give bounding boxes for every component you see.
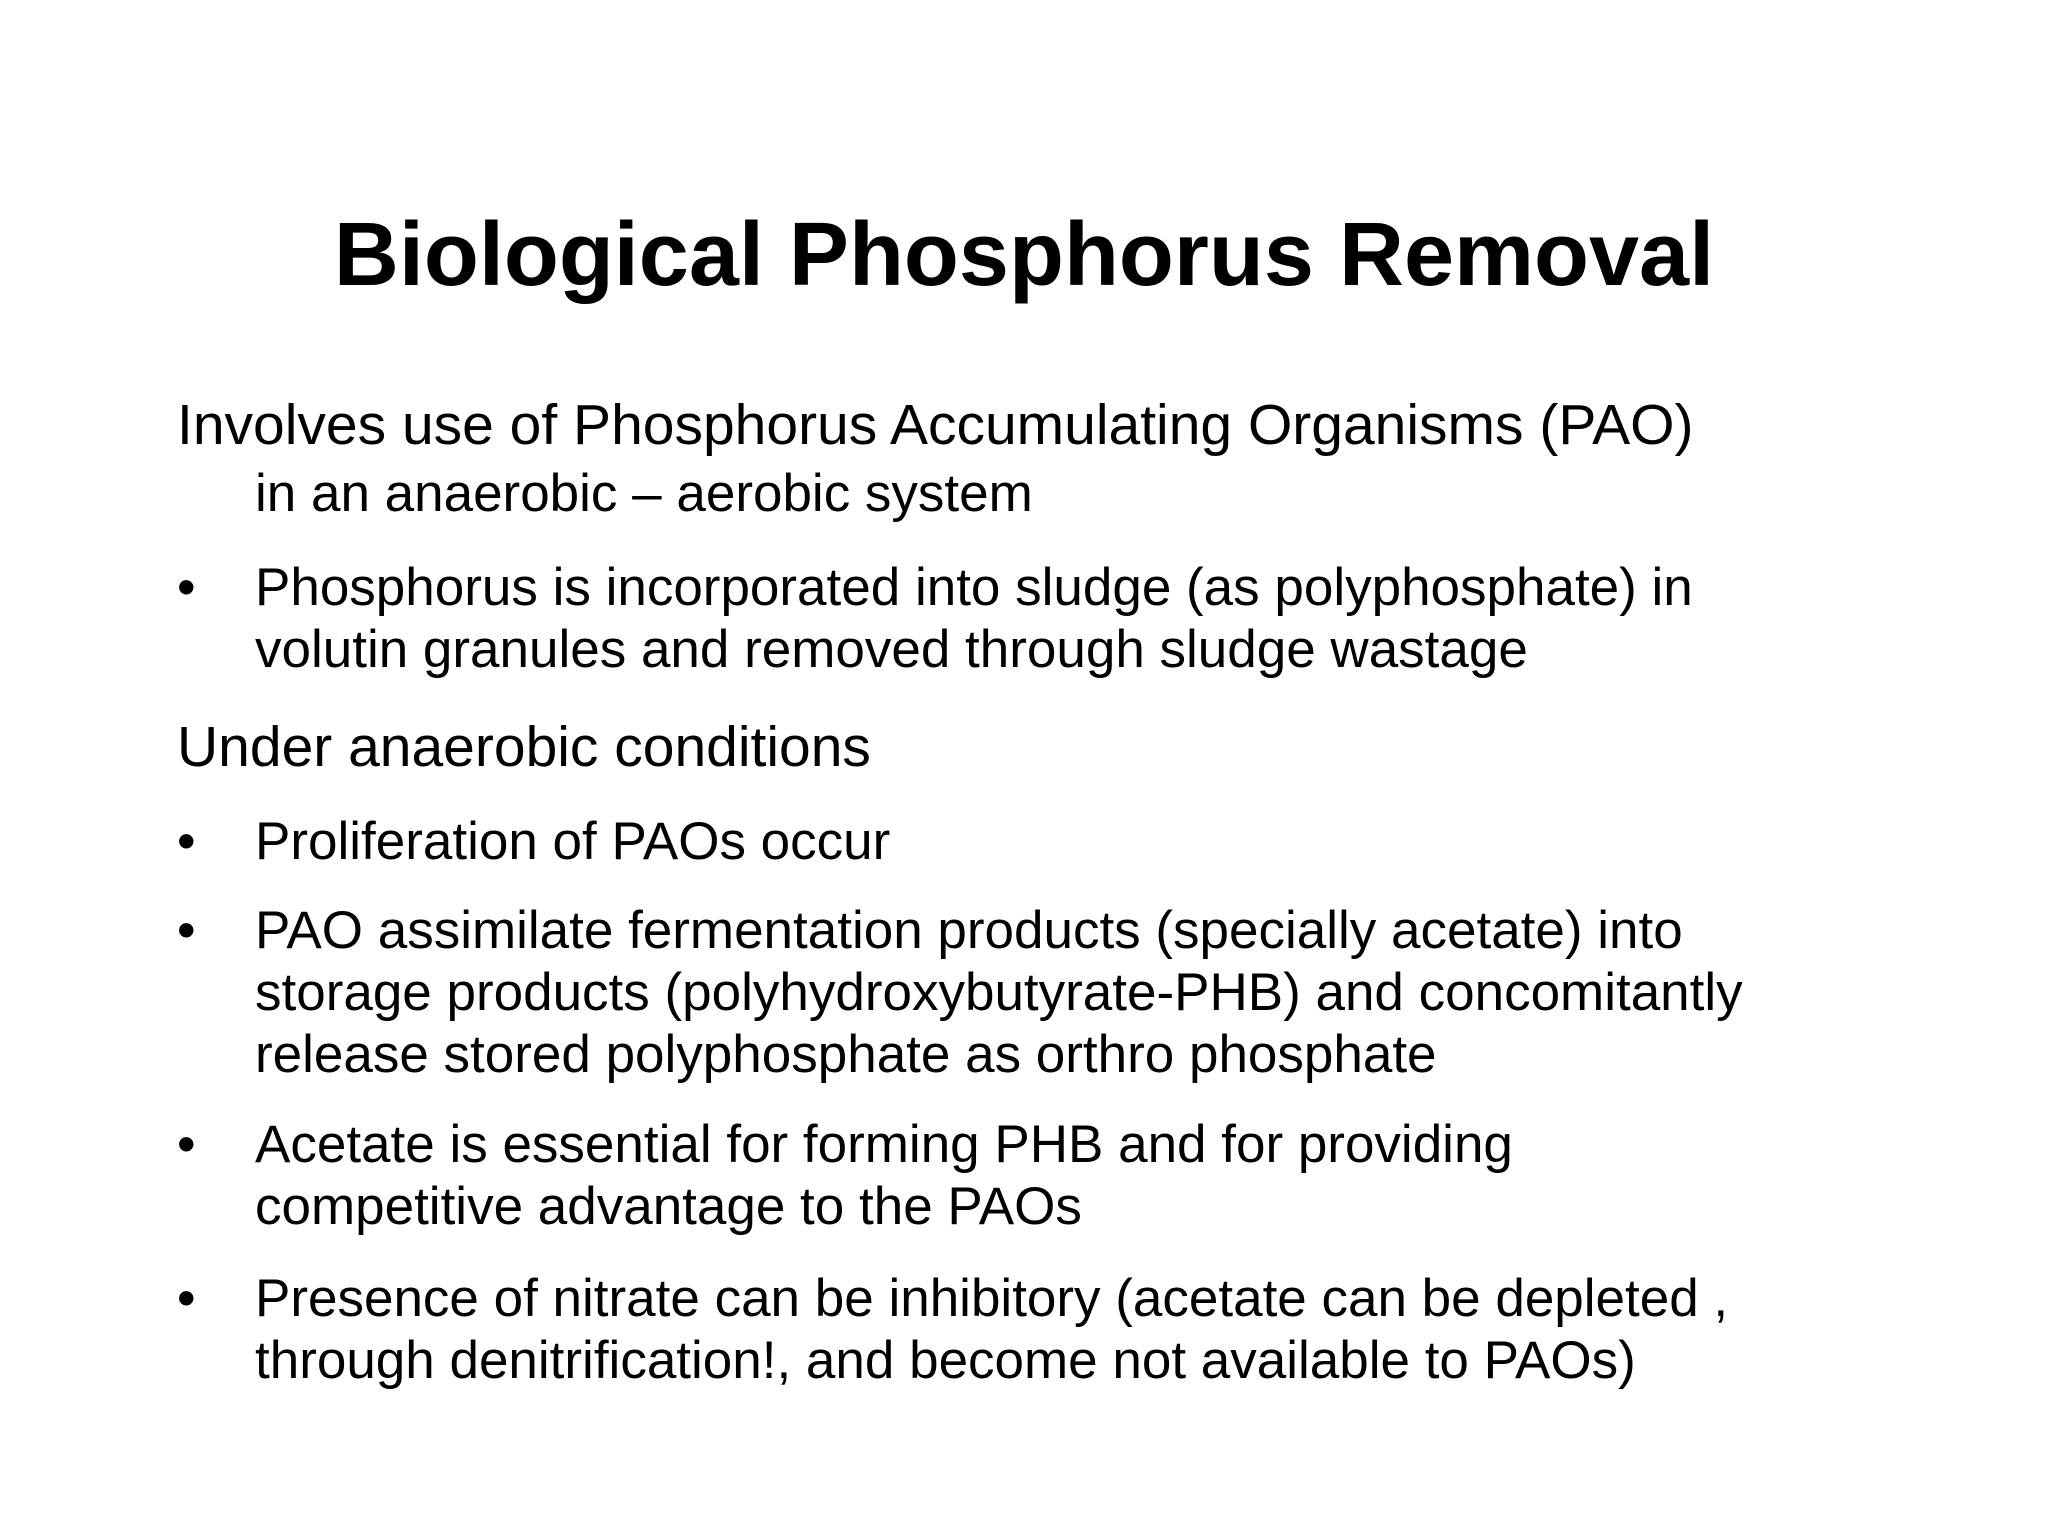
bullet-line: Phosphorus is incorporated into sludge (as polyphosphate) in — [255, 558, 1693, 617]
bullet-icon: • — [177, 901, 196, 960]
bullet-line: PAO assimilate fermentation products (specially acetate) into — [255, 901, 1683, 960]
bullet-line: Proliferation of PAOs occur — [255, 812, 891, 871]
bullet-line: volutin granules and removed through sludge wastage — [255, 620, 1528, 679]
bullet-icon: • — [177, 558, 196, 617]
bullet-line: release stored polyphosphate as orthro phosphate — [255, 1025, 1437, 1084]
paragraph-line: Involves use of Phosphorus Accumulating Organisms (PAO) — [177, 393, 1694, 457]
bullet-icon: • — [177, 1115, 196, 1174]
bullet-line: competitive advantage to the PAOs — [255, 1177, 1082, 1236]
bullet-line: through denitrification!, and become not available to PAOs) — [255, 1331, 1636, 1390]
slide-title: Biological Phosphorus Removal — [333, 205, 1715, 305]
bullet-icon: • — [177, 1269, 196, 1328]
bullet-line: storage products (polyhydroxybutyrate-PHB) and concomitantly — [255, 963, 1743, 1022]
heading-paragraph-anaerobic — [177, 712, 871, 782]
bullet-icon: • — [177, 812, 196, 871]
paragraph-line: Under anaerobic conditions — [177, 715, 871, 779]
paragraph-line: in an anaerobic – aerobic system — [255, 464, 1033, 523]
bullet-line: Acetate is essential for forming PHB and for providing — [255, 1115, 1513, 1174]
bullet-line: Presence of nitrate can be inhibitory (acetate can be depleted , — [255, 1269, 1729, 1328]
heading-paragraph-pao — [177, 390, 1693, 528]
